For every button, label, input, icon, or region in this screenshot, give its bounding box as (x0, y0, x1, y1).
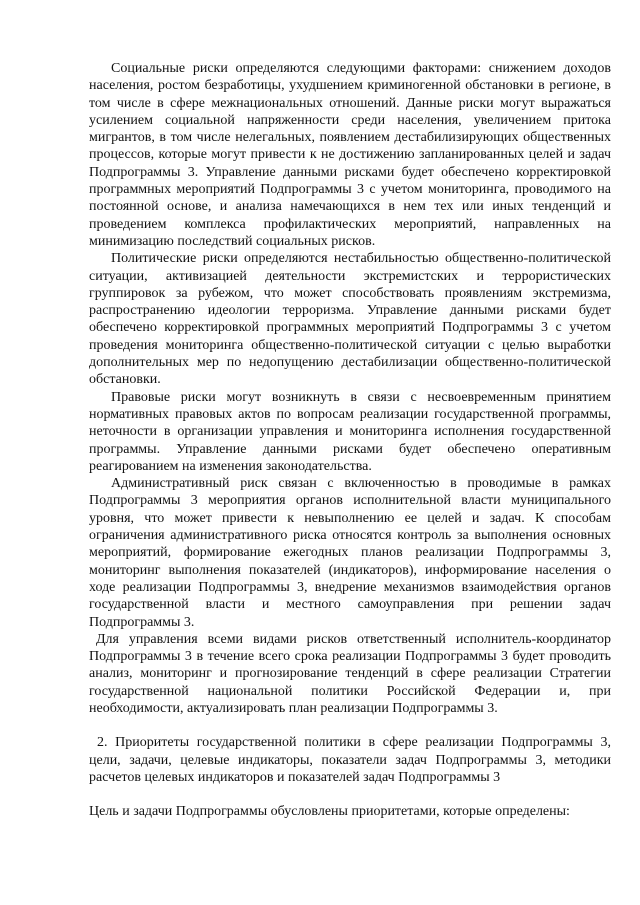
spacer (89, 786, 611, 803)
paragraph-political-risks: Политические риски определяются нестабильностью общественно-политической ситуации, активизацией деятельности экстремистских и террористических группировок за рубежом, что может способствовать проявлениям экстремизма, распространению идеологии терроризма. Управление данными рисками будет обеспечено корректировкой программных мероприятий Подпрограммы 3 с учетом проведения мониторинга общественно-политической ситуации с целью выработки дополнительных мер по недопущению дестабилизации общественно-политической обстановки. (89, 251, 611, 388)
paragraph-social-risks: Социальные риски определяются следующими факторами: снижением доходов населения, ростом безработицы, ухудшением криминогенной обстановки в регионе, в том числе в сфере межнациональных отношений. Данные риски могут выражаться усилением социальной напряженности среди населения, увеличением притока мигрантов, в том числе нелегальных, появлением дестабилизирующих общественных процессов, которые могут привести к не достижению запланированных целей и задач Подпрограммы 3. Управление данными рисками будет обеспечено корректировкой программных мероприятий Подпрограммы 3 с учетом мониторинга, проводимого на постоянной основе, и анализа намечающихся в нем тех или иных тенденций и проведением комплекса профилактических мероприятий, направленных на минимизацию последствий социальных рисков. (89, 61, 611, 249)
paragraph-legal-risks: Правовые риски могут возникнуть в связи с несвоевременным принятием нормативных правовых актов по вопросам реализации государственной программы, неточности в организации управления и мониторинга исполнения государственной программы. Управление данными рисками будет обеспечено оперативным реагированием на изменения законодательства. (89, 389, 611, 474)
section-heading: 2. Приоритеты государственной политики в сфере реализации Подпрограммы 3, цели, задачи, целевые индикаторы, показатели задач Подпрограммы 3, методики расчетов целевых индикаторов и показателей задач Подпрограммы 3 (89, 735, 611, 785)
paragraph-administrative-risk: Административный риск связан с включенностью в проводимые в рамках Подпрограммы 3 мероприятия органов исполнительной власти муниципального уровня, что может привести к невыполнению ее целей и задач. К способам ограничения административного риска относятся контроль за выполнения основных мероприятий, формирование ежегодных планов реализации Подпрограммы 3, мониторинг выполнения показателей (индикаторов), информирование населения о ходе реализации Подпрограммы 3, внедрение механизмов взаимодействия органов государственной власти и местного самоуправления при решении задач Подпрограммы 3. (89, 476, 611, 630)
document-page (89, 60, 611, 820)
paragraph-risk-management: Для управления всеми видами рисков ответственный исполнитель-координатор Подпрограммы 3 в течение всего срока реализации Подпрограммы 3 будет проводить анализ, мониторинг и прогнозирование тенденций в сфере реализации Стратегии государственной национальной политики Российской Федерации и, при необходимости, актуализировать план реализации Подпрограммы 3. (89, 631, 611, 716)
paragraph-goals: Цель и задачи Подпрограммы обусловлены приоритетами, которые определены: (89, 804, 570, 820)
spacer (89, 717, 611, 734)
